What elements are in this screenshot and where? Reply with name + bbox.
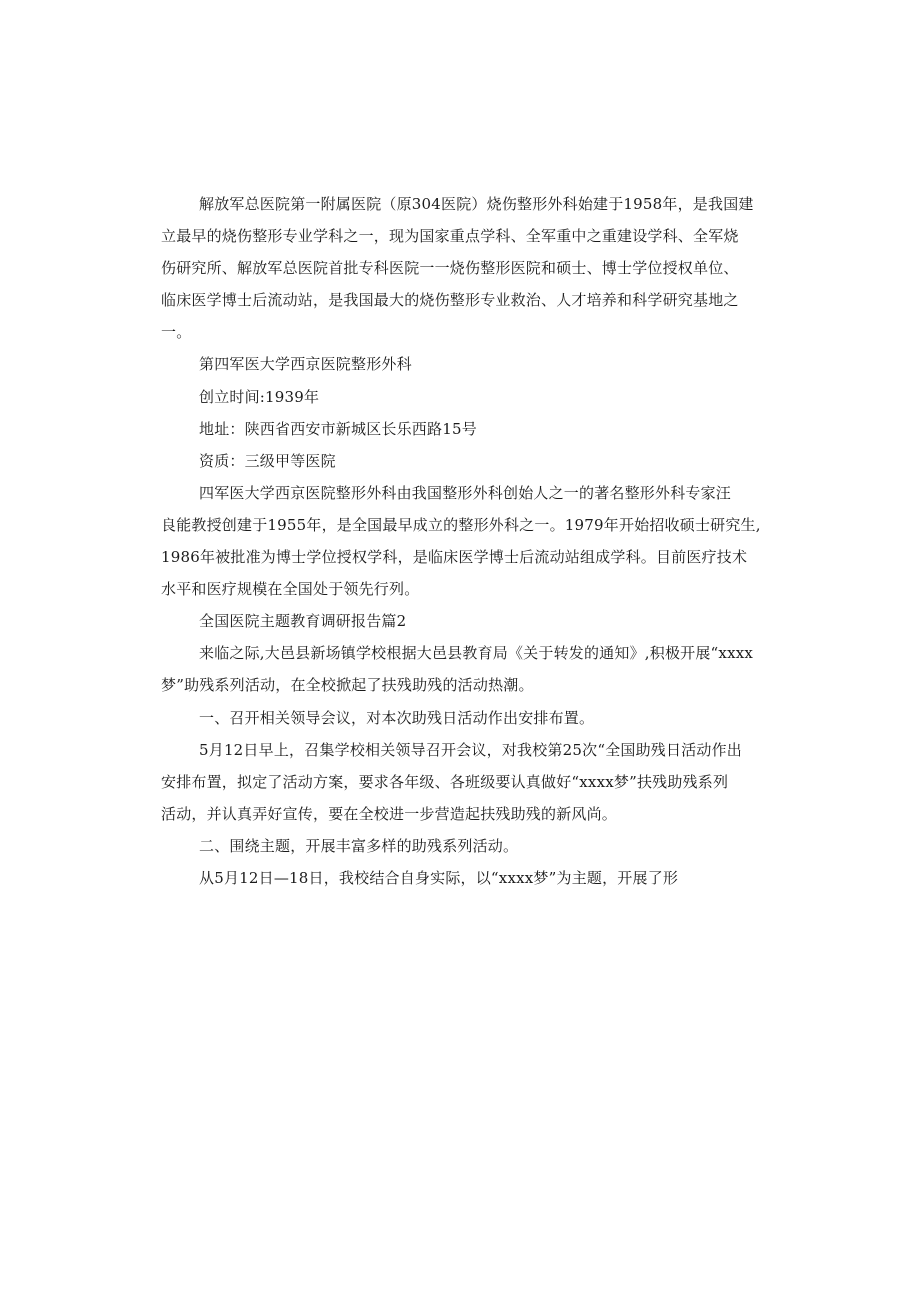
- text-line: 一。: [161, 323, 192, 342]
- text-line: 良能教授创建于1955年，是全国最早成立的整形外科之一。1979年开始招收硕士研究生,: [161, 515, 761, 534]
- text-line: 临床医学博士后流动站，是我国最大的烧伤整形专业救治、人才培养和科学研究基地之: [161, 291, 739, 310]
- text-line: 伤研究所、解放军总医院首批专科医院一一烧伤整形医院和硕士、博士学位授权单位、: [161, 259, 739, 278]
- text-line: 水平和医疗规模在全国处于领先行列。: [161, 580, 420, 599]
- text-line: 来临之际,大邑县新场镇学校根据大邑县教育局《关于转发的通知》,积极开展“xxxx: [199, 644, 754, 663]
- text-line: 四军医大学西京医院整形外科由我国整形外科创始人之一的著名整形外科专家汪: [199, 483, 732, 502]
- text-line: 1986年被批准为博士学位授权学科，是临床医学博士后流动站组成学科。目前医疗技术: [161, 548, 748, 567]
- document-body: [161, 188, 761, 894]
- text-line: 5月12日早上，召集学校相关领导召开会议，对我校第25次“全国助残日活动作出: [199, 740, 742, 759]
- text-line: 梦”助残系列活动，在全校掀起了扶残助残的活动热潮。: [161, 676, 534, 695]
- text-line: 第四军医大学西京医院整形外科: [199, 355, 412, 374]
- text-line: 全国医院主题教育调研报告篇2: [199, 612, 407, 631]
- text-line: 创立时间:1939年: [199, 387, 320, 406]
- text-line: 安排布置，拟定了活动方案，要求各年级、各班级要认真做好“xxxx梦”扶残助残系列: [161, 772, 729, 791]
- text-line: 活动，并认真弄好宣传，要在全校进一步营造起扶残助残的新风尚。: [161, 804, 618, 823]
- text-line: 二、围绕主题，开展丰富多样的助残系列活动。: [199, 836, 519, 855]
- text-line: 地址：陕西省西安市新城区长乐西路15号: [199, 419, 477, 438]
- text-line: 立最早的烧伤整形专业学科之一，现为国家重点学科、全军重中之重建设学科、全军烧: [161, 227, 739, 246]
- text-line: 解放军总医院第一附属医院（原304医院）烧伤整形外科始建于1958年，是我国建: [199, 195, 754, 213]
- text-line: 资质：三级甲等医院: [199, 451, 336, 470]
- text-line: 一、召开相关领导会议，对本次助残日活动作出安排布置。: [199, 708, 595, 727]
- text-line: 从5月12日—18日，我校结合自身实际，以“xxxx梦”为主题，开展了形: [199, 868, 679, 887]
